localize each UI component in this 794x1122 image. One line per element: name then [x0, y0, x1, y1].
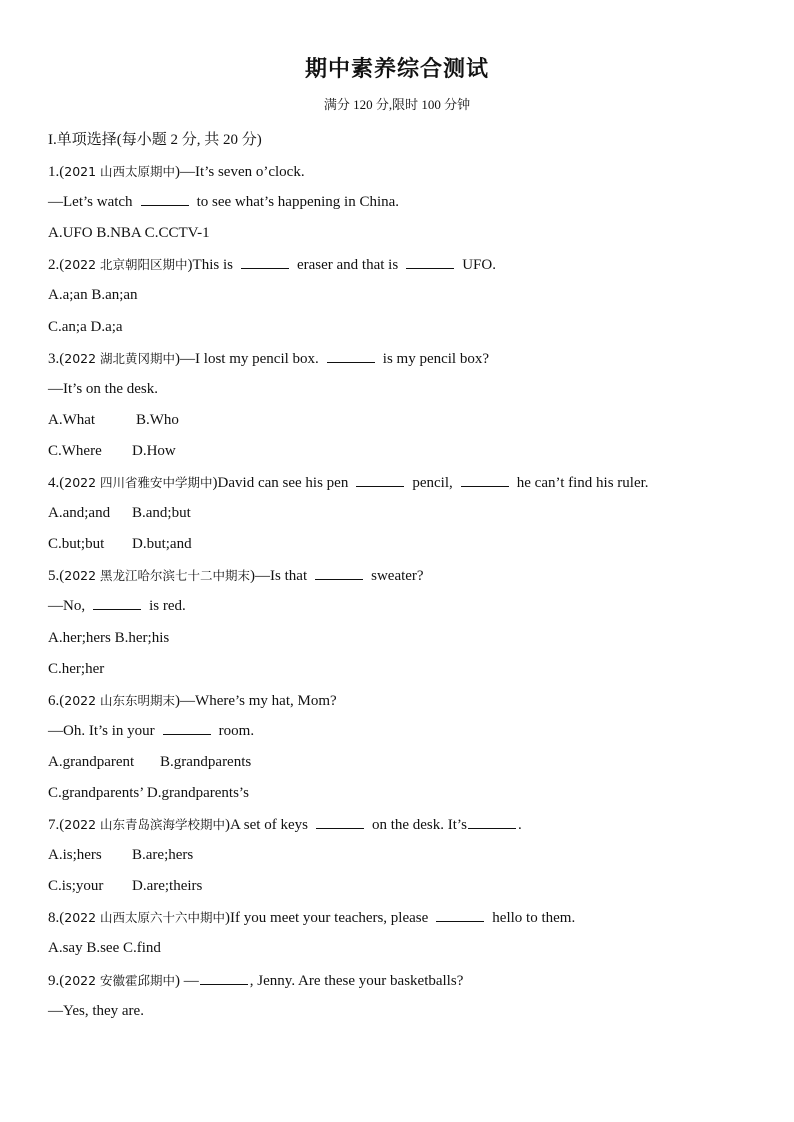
question-text: )David can see his pen — [212, 475, 349, 492]
question-1-line-2 — [48, 187, 768, 218]
answer-blank[interactable] — [356, 472, 404, 487]
question-text: pencil, — [412, 475, 453, 492]
question-text: eraser and that is — [296, 257, 399, 274]
question-7-stem — [48, 809, 768, 840]
question-number: 9.( — [48, 972, 65, 989]
option-a: A.grandparent — [48, 753, 135, 770]
answer-blank[interactable] — [316, 814, 364, 829]
option-c: C.Where — [48, 442, 102, 459]
question-6-options-2: C.grandparents’ D.grandparents’s — [48, 784, 249, 801]
page-title: 期中素养综合测试 — [304, 57, 489, 82]
question-text: to see what’s happening in China. — [196, 194, 400, 211]
section-heading: I.单项选择(每小题 2 分, 共 20 分) — [48, 132, 262, 148]
question-text: )—Where’s my hat, Mom? — [175, 692, 337, 709]
question-4-options-2 — [48, 529, 768, 560]
question-4-options-1 — [48, 498, 768, 529]
question-1-stem — [48, 156, 768, 187]
question-7-options-1 — [48, 840, 768, 871]
answer-blank[interactable] — [200, 970, 248, 985]
question-text: )This is — [187, 257, 233, 274]
question-8-stem — [48, 902, 768, 933]
question-text: —Let’s watch — [48, 194, 133, 211]
question-4-stem — [48, 467, 768, 498]
option-b: B.are;hers — [132, 847, 194, 864]
question-text: )If you meet your teachers, please — [225, 910, 429, 927]
question-number: 1.( — [48, 164, 65, 181]
question-text: UFO. — [462, 257, 496, 274]
question-6-line-2 — [48, 716, 768, 747]
question-number: 6.( — [48, 692, 65, 709]
question-3-options-2 — [48, 436, 768, 467]
question-7-options-2 — [48, 871, 768, 902]
question-source: 2022 北京朝阳区期中 — [64, 257, 188, 273]
question-source: 2021 山西太原期中 — [64, 164, 176, 180]
answer-blank[interactable] — [461, 472, 509, 487]
question-text: )—It’s seven o’clock. — [175, 164, 305, 181]
question-2-stem — [48, 249, 768, 280]
question-text: —Oh. It’s in your — [48, 722, 155, 739]
question-5-line-2 — [48, 591, 768, 622]
question-source: 2022 黑龙江哈尔滨七十二中期末 — [64, 568, 251, 584]
question-5-options-2: C.her;her — [48, 660, 105, 677]
question-9-line-2: —Yes, they are. — [48, 1002, 144, 1019]
question-9-stem — [48, 965, 768, 996]
question-number: 4.( — [48, 475, 65, 492]
question-text: he can’t find his ruler. — [516, 475, 649, 492]
question-number: 8.( — [48, 910, 65, 927]
question-3-line-2: —It’s on the desk. — [48, 380, 158, 397]
question-text: is red. — [149, 598, 186, 615]
question-text: )A set of keys — [225, 817, 308, 834]
question-text: )—Is that — [250, 568, 308, 585]
option-a: A.and;and — [48, 505, 111, 522]
question-number: 3.( — [48, 350, 65, 367]
page-subtitle: 满分 120 分,限时 100 分钟 — [323, 97, 471, 112]
option-c: C.is;your — [48, 878, 104, 895]
question-6-options-1 — [48, 747, 768, 778]
question-list — [48, 125, 768, 1027]
option-b: B.and;but — [132, 505, 191, 522]
question-source: 2022 湖北黄冈期中 — [64, 350, 176, 366]
question-text: on the desk. It’s — [371, 817, 467, 834]
question-text: is my pencil box? — [382, 350, 490, 367]
question-text: —No, — [48, 598, 86, 615]
question-5-stem — [48, 560, 768, 591]
answer-blank[interactable] — [327, 348, 375, 363]
answer-blank[interactable] — [141, 191, 189, 206]
option-a: A.What — [48, 411, 96, 428]
question-text: hello to them. — [492, 910, 576, 927]
option-d: D.How — [132, 442, 176, 459]
question-5-options-1: A.her;hers B.her;his — [48, 629, 170, 646]
question-6-stem — [48, 685, 768, 716]
question-number: 5.( — [48, 568, 65, 585]
question-3-stem — [48, 343, 768, 374]
option-c: C.but;but — [48, 536, 105, 553]
question-source: 2022 山东东明期末 — [64, 692, 176, 708]
question-8-options: A.say B.see C.find — [48, 940, 161, 957]
question-3-options-1 — [48, 405, 768, 436]
option-a: A.is;hers — [48, 847, 102, 864]
question-text: . — [517, 817, 522, 834]
question-text: sweater? — [371, 568, 424, 585]
option-d: D.are;theirs — [132, 878, 203, 895]
answer-blank[interactable] — [468, 814, 516, 829]
question-source: 2022 安徽霍邱期中 — [64, 972, 176, 988]
question-text: )—I lost my pencil box. — [175, 350, 319, 367]
answer-blank[interactable] — [315, 565, 363, 580]
question-text: room. — [218, 722, 255, 739]
question-text: ) — — [175, 972, 199, 989]
question-number: 2.( — [48, 257, 65, 274]
question-1-options: A.UFO B.NBA C.CCTV-1 — [48, 225, 210, 242]
answer-blank[interactable] — [163, 720, 211, 735]
question-source: 2022 山西太原六十六中期中 — [64, 910, 226, 926]
option-b: B.grandparents — [160, 753, 252, 770]
question-text: , Jenny. Are these your basketballs? — [249, 972, 464, 989]
answer-blank[interactable] — [406, 254, 454, 269]
question-2-options-2: C.an;a D.a;a — [48, 318, 123, 335]
question-2-options-1: A.a;an B.an;an — [48, 287, 138, 304]
question-source: 2022 四川省雅安中学期中 — [64, 475, 213, 491]
answer-blank[interactable] — [241, 254, 289, 269]
question-number: 7.( — [48, 817, 65, 834]
option-d: D.but;and — [132, 536, 192, 553]
option-b: B.Who — [136, 411, 179, 428]
answer-blank[interactable] — [93, 595, 141, 610]
question-source: 2022 山东青岛滨海学校期中 — [64, 817, 226, 833]
answer-blank[interactable] — [436, 907, 484, 922]
